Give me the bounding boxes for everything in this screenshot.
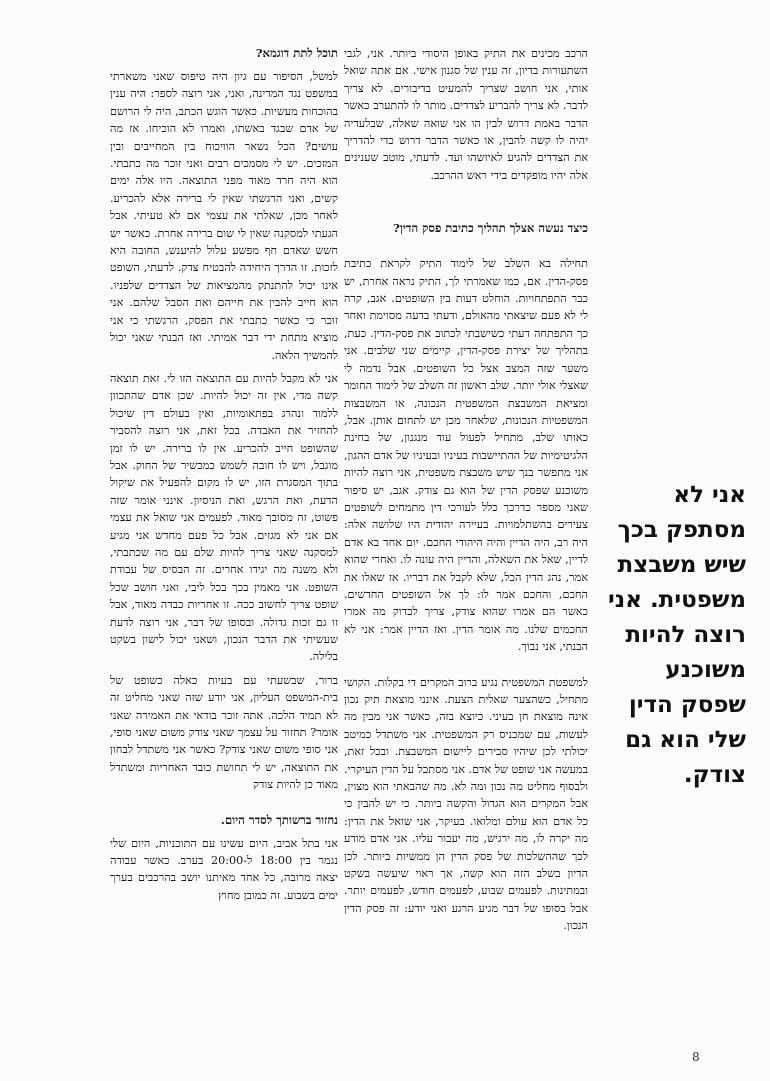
page-number: 8 (692, 1050, 700, 1064)
left-text-column (110, 45, 338, 1070)
intro-paragraph: הרכב מכינים את התיק באופן היסודי ביותר. אני, לגבי השתעורות בדיון, זה ענין של סגנון אישי. אם אתה שואל אותי, אני חושב שצריך להמעיט בדיבורים. לא צריך לדבר. לא צריך להבריע לצדדים. מותר לו להתערב כאשר הדבר באמת דרוש לבין הו אני שואה שאלה, שבלעדיה יהיה לו קשה להבין, או כאשר הדבר דרוש כדי להדריך את הצדדים להגיע לאיזשהו ועד. לדעתי, מוטב שענינים אלה יהיו מופקדים בידי ראש ההרכב. (344, 47, 588, 182)
body-paragraph: למשל, הסיפור עם גיון היה טיפוס שאני משארתי במשפט נגד המדינה, ואני, אני רוצה לספר: היה ענין בהוכחות מעשיות. כאשר הוגש הכתב, היה לי הרושם של אדם שבגד באשתו, ואמרו לא הוכיחו. אז מה עושים? הכל נשאר הוויכוח בין המחייבים ובין המזכים. יש לי מסמכים רבים ואני זוכר מה כתבתי. הוא היה חרד מאוד מפני התוצאה. היו אלה ימים קשים, ואני הרגשתי שאין לי ברירה אלא להכריע. לאחר מכן, שאלתי את עצמי אם לא טעיתי. אבל הגעתי למסקנה שאין לי שום ברירה אחרת. כאשר יש חשש שאדם חף מפשע עלול להיענש, החובה היא לזכות. זו הדרך היחידה להבטיח צדק. לדעתי, השופט אינו יכול להתנתק מהמציאות של הצדדים שלפניו. הוא חייב להבין את חייהם ואת הסבל שלהם. אני זוכר כי כאשר כתבתי את הפסק, הרגשתי כי אני מוציא מתחת ידי דבר אמיתי. ואז הבנתי שאני יכול להמשיך הלאה. (110, 70, 338, 362)
body-paragraph: אני בתל אביב, היום עשינו עם התוכניות, היום שלי נגמר בין 18:00 ל-20:00 בערב. כאשר עבודה יצאה מרובה, כל אחד מאיתנו יושב בהרכבים בערך ימים בשבוע. זה כמובן מחוץ (110, 836, 338, 902)
closing-heading: נחזור ברשותך לסדר היום. (220, 812, 338, 827)
middle-text-column (344, 45, 588, 1070)
body-paragraph: ברור, שבשעתי עם בעיות כאלה כשופט של בית-המשפט העליון, אני יודע שזה שאני מחליט זה לא תמיד הלכה. אתה זוכר בודאי את האמירה שאני אומר? תחזור על עצמך שאני צודק משום שאני סופי, אני סופי משום שאני צודק? כאשר אני משתדל לבחון את התוצאה, יש לי תחושת כובד האחריות ומשתדל מאוד כן להיות צודק (110, 673, 338, 792)
body-paragraph: למשפטת המשפטית נגיע ברוב המקרים די בקלות. הקושי מתחיל, כשהצער שאלית הצעת. אינני מוצאת תיק נכון אינה מוצאת חן בעיני. כיוצא בזה, כאשר אני מבין מה לעשות, עם שמכניס רק המשפטית. אני משתדל כמיטב יכולתי לכן שיהיו סבירים ליישום המשבצת. ובכל זאת, במעשה אני שופט של אדם. אני מסתכל על הדין העיקרי. ולבסוף מחליט מה נכון ומה לא. מה שהבאתי הוא מצוין, אבל המקרים הוא הגדול והקשה ביותר. כי יש להבין כי כל אדם הוא עולם ומלואו. בעיקר, אני שואל את הדין: מה יקרה לו, מה ירגיש, מה יעבור עליו. אני אדם מודע לכך שההשלכות של פסק הדין הן ממשיות ביותר. לכן הדיון בשלב הזה הוא קשה, אך ראוי שיעשה בשקט ובמתינות. לפעמים שבוע, לפעמים חודש, לפעמים יותר. אבל בסופו של דבר מגיע הרגע ואני יודע: זה פסק הדין הנכון. (344, 675, 588, 933)
body-paragraph: תחילה בא השלב של לימוד התיק לקראת כתיבת פסק-הדין. אם, כמו שאמרתי לך, התיק נראה אחרת, יש כבר התפתחויות. הוחלט דעות בין השופטים. אגב, קרה לי לא פעם שיצאתי מהאולם, ודעתי בדעה מסוימת ואחר כך התפתחה דעתי כשישבתי לכתוב את פסק-הדין. כעת, בתהליך של יצירת פסק-הדין, קיימים שני שלבים. אני משער שזה המצב אצל כל השופטים. אבל נדמה לי שאצלי אולי יותר. שלב ראשון זה השלב של לימוד החומר ומציאת המשבצת המשפטית הנכונה, או המשבצות המשפטיות הנכונות, שלאחר מכן יש לתחום אותן. אבל, כאותו שלב, מתחיל לפעול עוד מנגנון, של בחינת הלגיטימיות של ההתיישבות בעיניו ובעיניו של אדם ההגון, אני מתפשר בנך שיש משבצת משפטית, אני רוצה להיות משוכנע שפסק הדין של הוא גם צודק. אגב, יש סיפור שאני מספר כדרכך כלל לעורכי דין מתמחים לשופטים צעירים בהשתלמויות. בעיירה יהודית היו שלושה אלה: היה רב, היה הדיין והיה היהודי החכם. יום אחד בא אדם לדיין, שאל את השאלה, והדיין היה עונה לו. ואחרי שהוא אמר, נהג הדין הכל, שלא לקבל את דבריו. אז שאלו את החכם, והחכם אמר לו: לך אל השופטים החדשים. כאשר הם אמרו שהוא צודק, צריך לבדוק מה אמרו החכמים שלנו. מה אומר הדין. ואז הדיין אמר: אני לא הבנתי, אני נבוך. (344, 257, 588, 654)
section-heading: כיצד נעשה אצלך תהליך כתיבת פסק הדין? (393, 221, 588, 236)
section-heading: תוכל לתת דוגמא? (255, 46, 338, 60)
pull-quote: אני לא מסתפק בכך שיש משבצת משפטית. אני רוצה להיות משוכנע שפסק הדין שלי הוא גם צודק. (608, 482, 746, 788)
body-paragraph: אני לא מקבל להיות עם התוצאה הזו לי. זאת תוצאה קשה מדי, אין זה יכול להיות. שכן אדם שהתכוון ללמוד ונהרג בפתאומיות, ואין בעולם דין שיכול להחזיר את האבדה. בכל זאת, אני רוצה להסביר שהשופט חייב להכריע. אין לו ברירה. יש לו זמן מוגבל, ויש לו חובה לשמש כמכשיר של החוק. אבל בתוך המסגרת הזו, יש לו מקום להפעיל את שיקול הדעת, ואת הרגש, ואת הניסיון. אינני אומר שזה פשוט, זה מסובך מאוד. לפעמים אני שואל את עצמי אם אני לא מגזים. אבל כל פעם מחדש אני מגיע למסקנה שאני צריך להיות שלם עם מה שכתבתי, ולא משנה מה יגידו אחרים. זה הבסיס של עבודת השופט. אני מאמין בכך בכל ליבי, ואני חושב שכל שופט צריך לחשוב ככה. זו אחריות כבדה מאוד, אבל זו גם זכות גדולה. ובסופו של דבר, אני רוצה לדעת שעשיתי את הדבר הנכון, ושאני יכול לישון בשקט בלילה. (110, 371, 338, 664)
